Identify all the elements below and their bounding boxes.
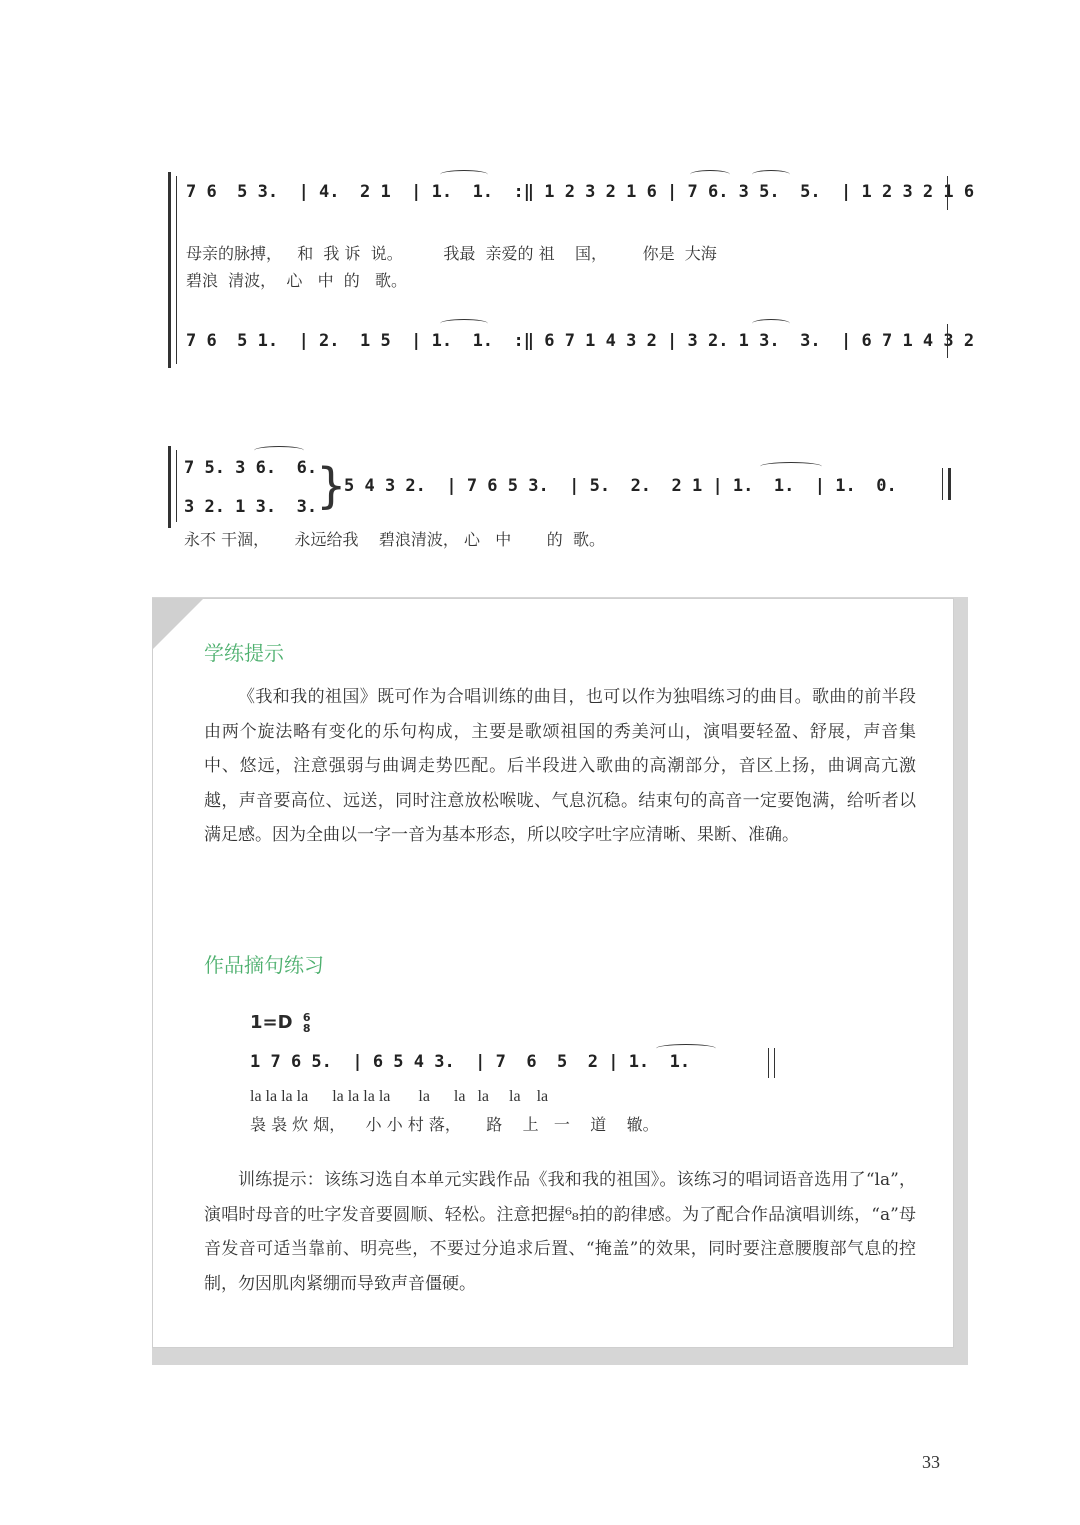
excerpt-end-barline [768,1048,775,1078]
training-tips-paragraph: 训练提示：该练习选自本单元实践作品《我和我的祖国》。该练习的唱词语音选用了“la”，演唱时母音的吐字发音要圆顺、轻松。注意把握⁶₈拍的韵律感。为了配合作品演唱训练，“a”母音发音可适当靠前、明亮些，不要过分追求后置、“掩盖”的效果，同时要注意腰腹部气息的控制，勿因肌肉紧绷而导致声音僵硬。 [204,1170,916,1294]
system1-lower-notes: 7 6 5 1. | 2. 1 5 | 1. 1. :‖ 6 7 1 4 3 2 | 3 2. 1 3. 3. | 6 7 1 4 3 2 [186,331,975,351]
key-signature [250,1012,311,1034]
system2-main-notes: 5 4 3 2. | 7 6 5 3. | 5. 2. 2 1 | 1. 1. | 1. 0. [344,476,897,496]
system1-end-barline-lower [947,324,948,358]
practice-tips-paragraph: 《我和我的祖国》既可作为合唱训练的曲目，也可以作为独唱练习的曲目。歌曲的前半段由两个旋法略有变化的乐句构成，主要是歌颂祖国的秀美河山，演唱要轻盈、舒展，声音集中、悠远，注意强弱与曲调走势匹配。后半段进入歌曲的高潮部分，音区上扬，曲调高亢激越，声音要高位、远送，同时注意放松喉咙、气息沉稳。结束句的高音一定要饱满，给听者以满足感。因为全曲以一字一音为基本形态，所以咬字吐字应清晰、果断、准确。 [204,687,916,845]
system1-lyric-line2: 碧浪 清波， 心 中 的 歌。 [186,271,408,290]
system2-lower-notes: 3 2. 1 3. 3. [184,497,318,517]
system2-upper-notes: 7 5. 3 6. 6. [184,458,318,478]
time-sig-top: 6 [302,1011,311,1024]
tie [760,462,822,471]
section-title-practice-tips: 学练提示 [204,641,284,665]
system2-brace-right: } [316,458,347,514]
card-fold-corner [152,598,204,650]
tie [752,170,790,179]
excerpt-notes: 1 7 6 5. | 6 5 4 3. | 7 6 5 2 | 1. 1. [250,1052,691,1072]
page-number: 33 [922,1452,940,1472]
tie [440,319,488,328]
time-signature [303,1012,311,1034]
excerpt-lyrics: 袅 袅 炊 烟， 小 小 村 落， 路 上 一 道 辙。 [250,1115,659,1134]
key-text: 1=D [250,1012,293,1033]
tie [752,319,790,328]
section-title-excerpt-practice: 作品摘句练习 [204,953,324,977]
system2-brace [176,450,177,522]
final-double-barline [942,468,951,500]
system1-bracket [168,172,171,368]
system1-upper-notes: 7 6 5 3. | 4. 2 1 | 1. 1. :‖ 1 2 3 2 1 6 | 7 6. 3 5. 5. | 1 2 3 2 1 6 [186,182,975,202]
time-sig-bottom: 8 [302,1022,311,1035]
tie [254,446,304,455]
excerpt-la-syllables: la la la la la la la la la la la la la [250,1088,549,1105]
tie [656,1044,716,1053]
system2-lyric: 永不 干涸， 永远给我 碧浪清波， 心 中 的 歌。 [184,530,605,549]
system1-brace [176,176,177,364]
tie [440,170,488,179]
tie [690,170,730,179]
system1-end-barline [947,176,948,210]
system2-bracket [168,446,171,528]
system1-lyric-line1: 母亲的脉搏， 和 我 诉 说。 我最 亲爱的 祖 国， 你是 大海 [186,244,717,263]
